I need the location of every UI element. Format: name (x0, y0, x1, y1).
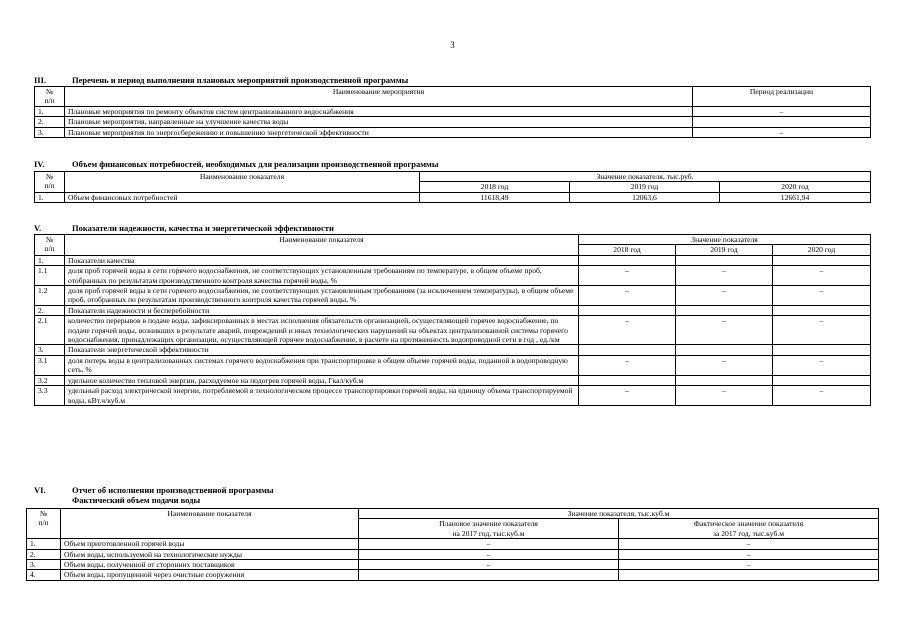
header-value: Значение показателя (579, 235, 871, 245)
row-plan (359, 570, 619, 580)
table-row (35, 286, 871, 306)
row-name: Плановые мероприятия, направленные на улучшение качества воды (65, 117, 693, 127)
header-fact: Фактическое значение показателя за 2017 год, тыс.куб.м (619, 519, 879, 539)
section-4-heading (34, 159, 438, 169)
row-fact: – (619, 539, 879, 549)
row-name: доля потерь воды в централизованных системах горячего водоснабжения при транспортировке в общем объеме горячей воды, поданной в водопроводную сеть, % (65, 355, 579, 375)
section-6-table (26, 508, 879, 581)
table-header-row (35, 87, 871, 107)
row-plan: – (359, 560, 619, 570)
row-num: 1. (35, 192, 65, 202)
row-fact (619, 570, 879, 580)
section-4-title: Объем финансовых потребностей, необходимых для реализации производственной программы (72, 159, 439, 169)
row-num: 2. (27, 549, 61, 559)
header-2019: 2019 год (676, 245, 773, 255)
header-2019: 2019 год (570, 182, 720, 192)
table-row (35, 355, 871, 375)
header-name: Наименование показателя (61, 509, 359, 539)
row-name: доля проб горячей воды в сети горячего водоснабжения, не соответствующих установленным требованиям по температуре, в общем объеме проб, отобранных по результатам производственного контроля качества горячей воды, % (65, 266, 579, 286)
row-name: удельное количество тепловой энергии, расходуемое на подогрев горячей воды, Гкал/куб.м (65, 375, 579, 385)
section-6-title: Отчет об исполнении производственной программы (72, 485, 274, 495)
table-row (35, 117, 871, 127)
header-period: Период реализации (693, 87, 871, 107)
table-row (35, 127, 871, 137)
header-name: Наименование показателя (65, 172, 420, 193)
table-row (35, 316, 871, 345)
header-num: № п/п (35, 172, 65, 193)
row-2020: – (773, 355, 871, 375)
header-name: Наименование мероприятия (65, 87, 693, 107)
table-row (35, 266, 871, 286)
row-name: Объем воды, пропущенной через очистные сооружения (61, 570, 359, 580)
row-name: количество перерывов в подаче воды, зафиксированных в местах исполнения обязательств организацией, осуществляющей горячее водоснабжение, по подаче горячей воды, возникших в результате аварий, повреждений и иных технологических нарушений на объектах централизованной системы горячего водоснабжения, принадлежащих организации, осуществляющей горячее водоснабжение, в расчете на протяженность водопроводной сети в год , ед./км (65, 316, 579, 345)
row-2020: 12661,94 (720, 192, 871, 202)
table-row (35, 386, 871, 406)
table-group-row (35, 305, 871, 315)
row-num: 2. (35, 117, 65, 127)
row-name: Плановые мероприятия по ремонту объектов систем централизованного водоснабжения (65, 106, 693, 116)
section-6-heading (34, 485, 274, 505)
table-row (35, 375, 871, 385)
row-num: 1. (35, 106, 65, 116)
row-2019: – (676, 286, 773, 306)
row-name: Объем воды, полученной от сторонних поставщиков (61, 560, 359, 570)
row-2019: – (676, 316, 773, 345)
section-3-table (34, 86, 871, 138)
row-2019 (676, 375, 773, 385)
table-row (27, 560, 879, 570)
table-row (27, 549, 879, 559)
header-2020: 2020 год (773, 245, 871, 255)
row-name: Плановые мероприятия по энергосбережению и повышению энергетической эффективности (65, 127, 693, 137)
section-5-title: Показатели надежности, качества и энергетической эффективности (72, 223, 334, 233)
header-name: Наименование показателя (65, 235, 579, 256)
row-2018: – (579, 286, 676, 306)
section-6-roman: VI. (34, 485, 46, 495)
header-value: Значение показателя, тыс.руб. (420, 172, 871, 182)
row-period (693, 117, 871, 127)
table-row (27, 570, 879, 580)
row-2018: – (579, 355, 676, 375)
row-fact: – (619, 549, 879, 559)
row-period: – (693, 127, 871, 137)
row-name: доля проб горячей воды в сети горячего водоснабжения, не соответствующих установленным требованиям (за исключением температуры), в общем объеме проб, отобранных по результатам производственного контроля качества горячей воды, % (65, 286, 579, 306)
row-2020 (773, 375, 871, 385)
header-plan: Плановое значение показателя на 2017 год, тыс.куб.м (359, 519, 619, 539)
row-2019: – (676, 266, 773, 286)
header-2018: 2018 год (579, 245, 676, 255)
row-name: удельный расход электрической энергии, потребляемой в технологическом процессе транспортировки горячей воды, на единицу объема транспортируемой воды, кВт.ч/куб.м (65, 386, 579, 406)
section-5-roman: V. (34, 223, 42, 233)
row-num: 1. (27, 539, 61, 549)
row-2020: – (773, 386, 871, 406)
header-2020: 2020 год (720, 182, 871, 192)
table-row (35, 106, 871, 116)
row-num: 1.2 (35, 286, 65, 306)
row-num: 3.2 (35, 375, 65, 385)
row-2018: – (579, 386, 676, 406)
row-num: 2.1 (35, 316, 65, 345)
table-row (27, 539, 879, 549)
row-2020: – (773, 286, 871, 306)
row-num: 4. (27, 570, 61, 580)
section-4-table (34, 171, 871, 203)
row-plan: – (359, 539, 619, 549)
row-num: 3. (27, 560, 61, 570)
row-2019: – (676, 386, 773, 406)
row-2020: – (773, 316, 871, 345)
section-4-roman: IV. (34, 159, 45, 169)
row-num: 3.3 (35, 386, 65, 406)
row-2018 (579, 375, 676, 385)
row-name: Объем приготовленной горячей воды (61, 539, 359, 549)
row-num: 1.1 (35, 266, 65, 286)
row-2019: – (676, 355, 773, 375)
row-name: Объем финансовых потребностей (65, 192, 420, 202)
row-period: – (693, 106, 871, 116)
table-group-row (35, 255, 871, 265)
row-num: 3. (35, 345, 65, 355)
header-num: № п/п (35, 235, 65, 256)
row-2020: – (773, 266, 871, 286)
row-name: Показатели качества (65, 255, 579, 265)
section-6-subtitle: Фактический объем подачи воды (72, 495, 201, 505)
row-name: Показатели надежности и бесперебойности (65, 305, 579, 315)
table-header-row (27, 509, 879, 519)
row-num: 2. (35, 305, 65, 315)
header-value: Значение показателя, тыс.куб.м (359, 509, 879, 519)
row-num: 3.1 (35, 355, 65, 375)
row-num: 1. (35, 255, 65, 265)
page-number: 3 (450, 40, 455, 50)
section-3-roman: III. (34, 75, 47, 85)
section-5-table (34, 234, 871, 406)
table-row (35, 192, 871, 202)
row-name: Объем воды, используемой на технологические нужды (61, 549, 359, 559)
row-2018: – (579, 266, 676, 286)
row-plan: – (359, 549, 619, 559)
row-2018: 11618,49 (420, 192, 570, 202)
header-2018: 2018 год (420, 182, 570, 192)
row-fact: – (619, 560, 879, 570)
table-header-row (35, 235, 871, 245)
row-2018: – (579, 316, 676, 345)
row-2019: 12063,6 (570, 192, 720, 202)
table-group-row (35, 345, 871, 355)
row-num: 3. (35, 127, 65, 137)
header-num: № п/п (35, 87, 65, 107)
row-name: Показатели энергетической эффективности (65, 345, 579, 355)
header-num: № п/п (27, 509, 61, 539)
section-3-title: Перечень и период выполнения плановых мероприятий производственной программы (72, 75, 409, 85)
section-5-heading (34, 223, 334, 233)
section-3-heading (34, 75, 408, 85)
table-header-row (35, 172, 871, 182)
